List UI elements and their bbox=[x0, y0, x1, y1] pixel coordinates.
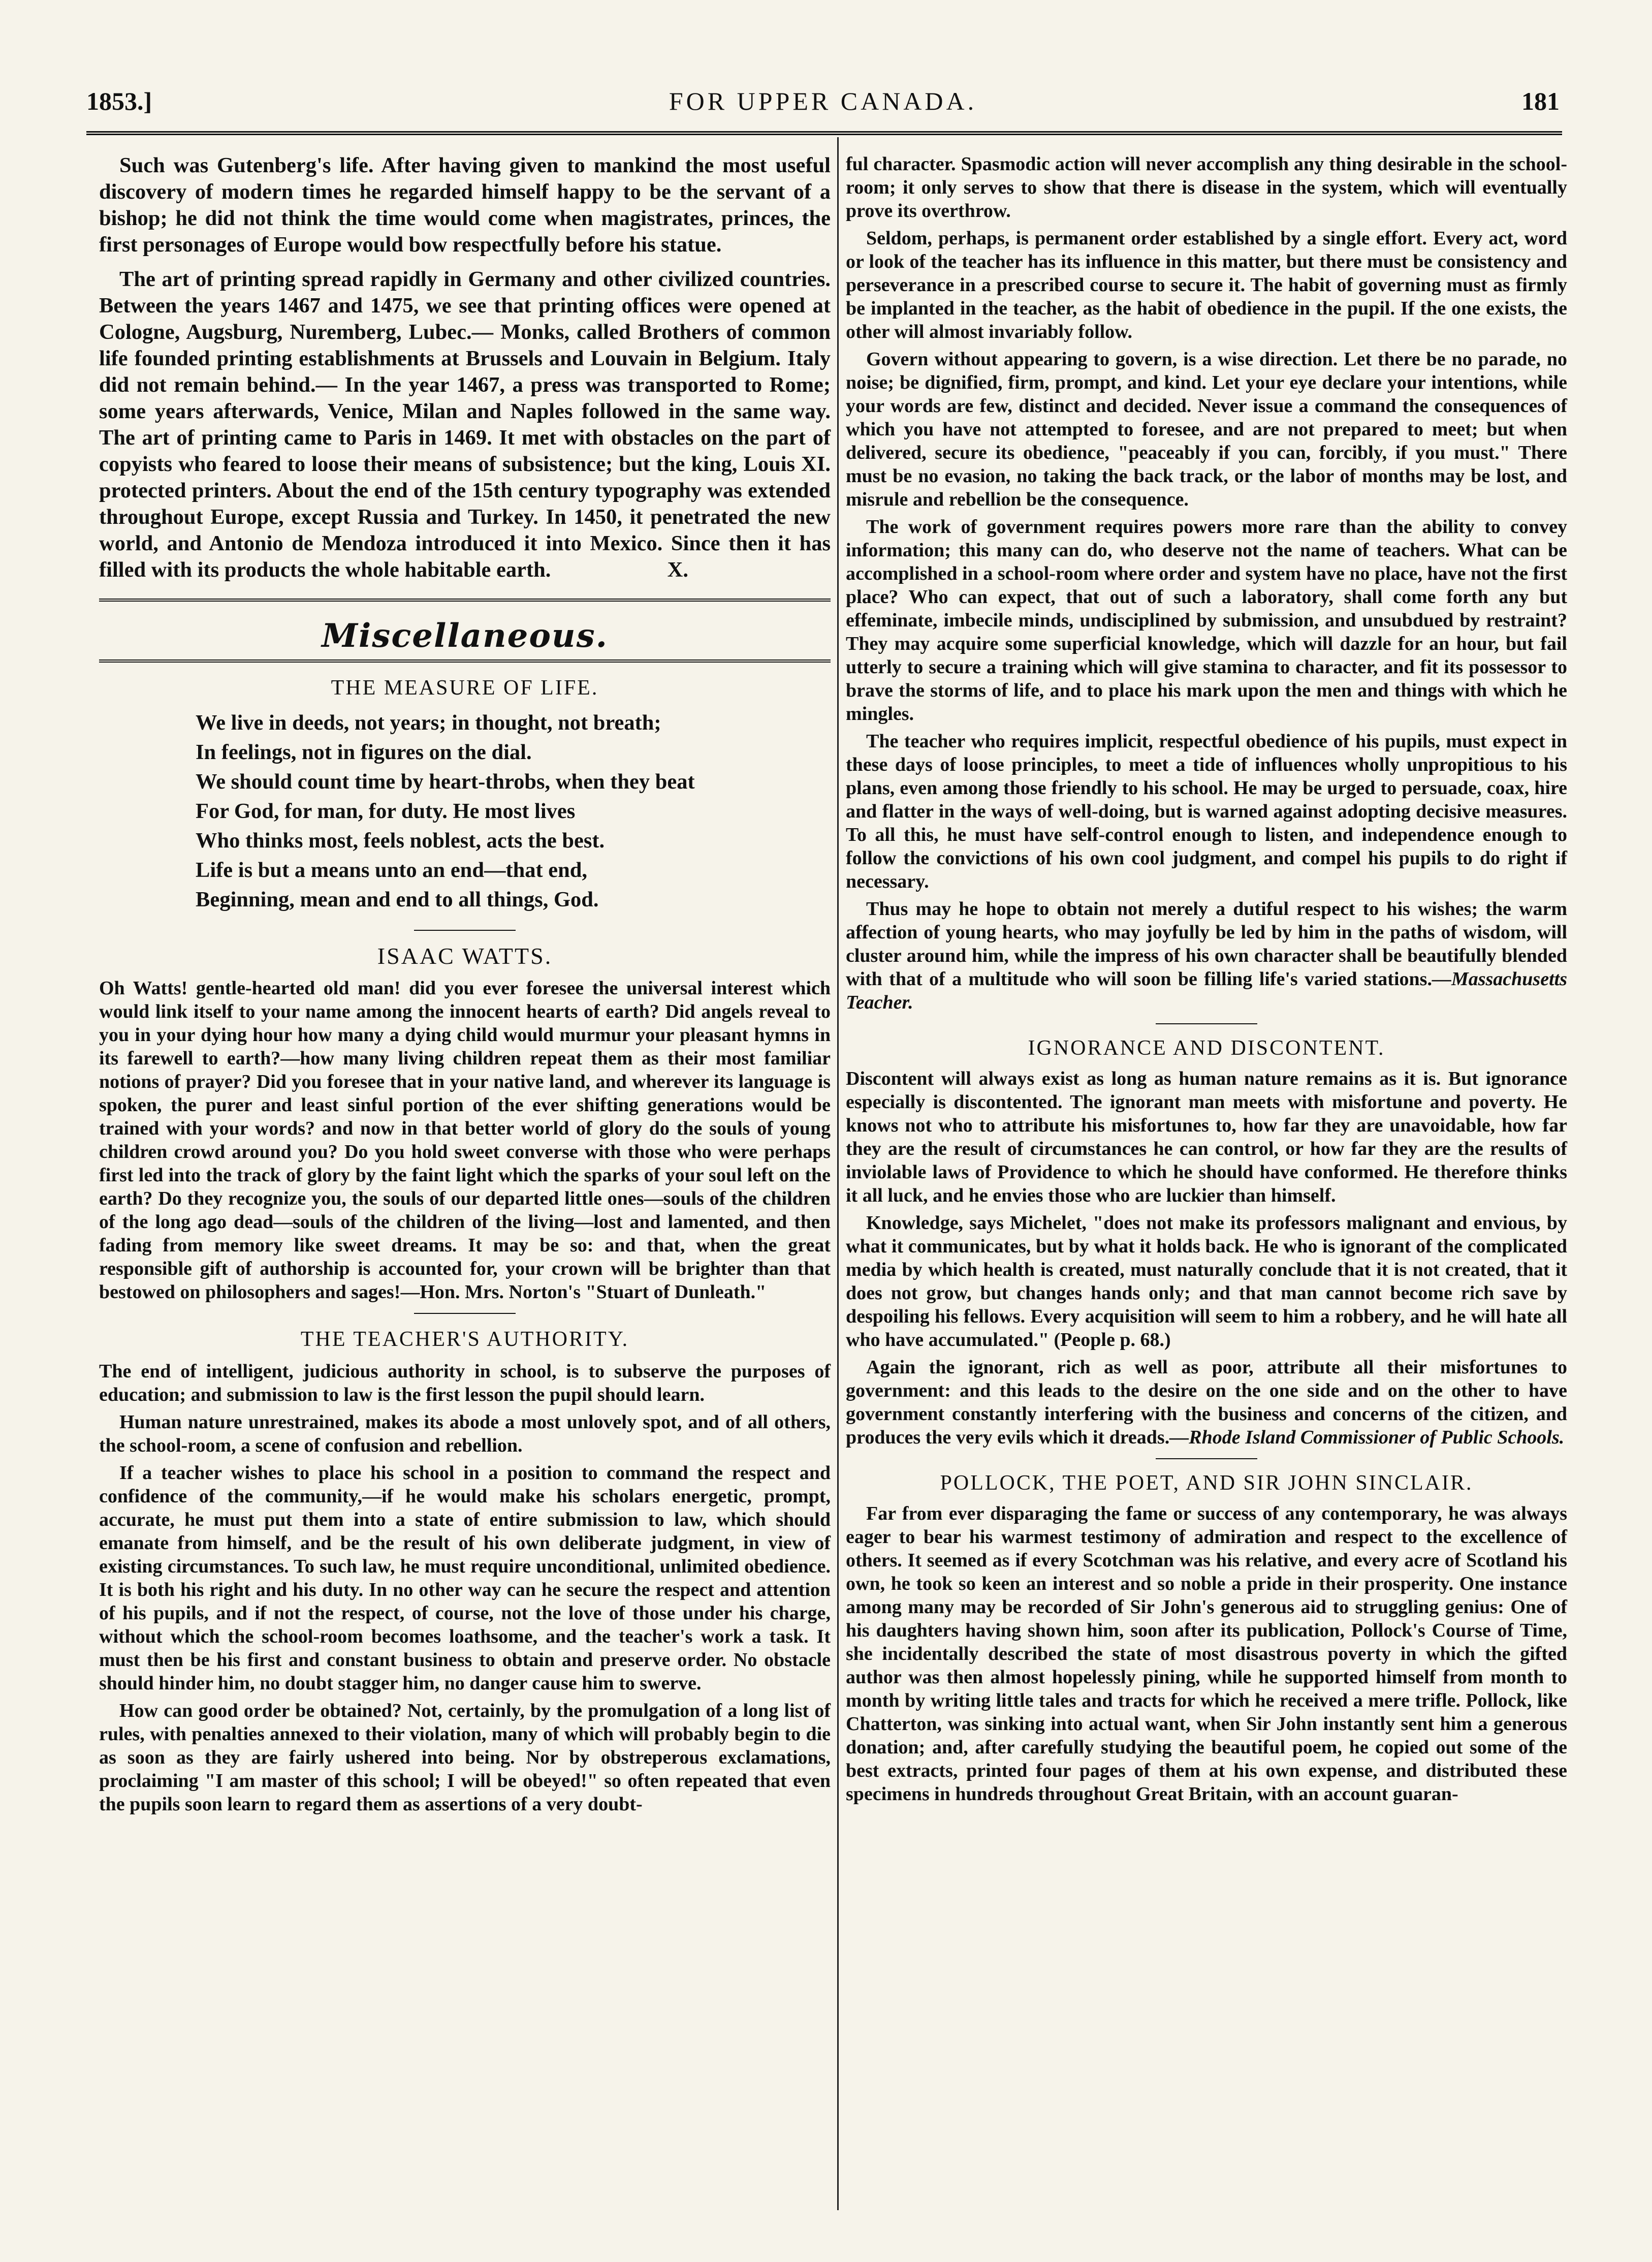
poem-line: In feelings, not in figures on the dial. bbox=[196, 740, 532, 764]
paragraph: ful character. Spasmodic action will never accomplish any thing desirable in the school-room; it only serves to show that there is disease in the system, which will eventually prove its overthrow. bbox=[846, 153, 1567, 222]
divider bbox=[1156, 1023, 1257, 1024]
section-rule bbox=[99, 599, 831, 602]
source-credit: —Rhode Island Commissioner of Public Schools. bbox=[1169, 1427, 1565, 1448]
divider bbox=[1156, 1458, 1257, 1459]
source-credit: —Massachusetts Teacher. bbox=[846, 968, 1567, 1013]
paragraph: Such was Gutenberg's life. After having given to mankind the most useful discovery of modern times he regarded himself happy to be the servant of a bishop; he did not think the time would come when magistrates, princes, the first personages of Europe would bow respectfully before his statue. bbox=[99, 153, 831, 257]
paragraph: Seldom, perhaps, is permanent order established by a single effort. Every act, word or look of the teacher has its influence in this matter, but there must be consistency and perseverance in a prescribed course to secure it. The habit of governing must as firmly be implanted in the teacher, as the habit of obedience in the pupil. If the one exists, the other will almost invariably follow. bbox=[846, 228, 1567, 342]
article-title: ISAAC WATTS. bbox=[377, 943, 553, 969]
paragraph-text: The art of printing spread rapidly in Germany and other civilized countries. Between the years 1467 and 1475, we see that printing offices were opened at Cologne, Augsburg, Nuremberg, Lubec.— Monks, called Brothers of common life founded printing establishments at Brussels and Louvain in Belgium. Italy did not remain behind.— In the year 1467, a press was transported to Rome; some years afterwards, Venice, Milan and Naples followed in the same way. The art of printing came to Paris in 1469. It met with obstacles on the part of copyists who feared to loose their means of subsistence; but the king, Louis XI. protected printers. About the end of the 15th century typography was extended throughout Europe, except Russia and Turkey. In 1450, it penetrated the new world, and Antonio de Mendoza introduced it into Mexico. Since then it has filled with its products the whole habitable earth. bbox=[99, 267, 831, 582]
miscellaneous-heading: Miscellaneous. bbox=[322, 617, 608, 655]
page-header bbox=[86, 86, 1560, 132]
article-title: THE TEACHER'S AUTHORITY. bbox=[300, 1328, 629, 1351]
paragraph: How can good order be obtained? Not, certainly, by the promulgation of a long list of rules, with penalties annexed to their violation, many of which will probably begin to die as soon as they are fairly ushered into being. Nor by obstreperous exclamations, proclaiming "I am master of this school; I will be obeyed!" so often repeated that even the pupils soon learn to regard them as assertions of a very doubt- bbox=[99, 1700, 831, 1815]
paragraph: If a teacher wishes to place his school in a position to command the respect and confidence of the community,—if he would make his scholars energetic, prompt, accurate, he must put them into a state of entire submission to law, which should emanate from himself, and be the result of his own deliberate judgment, in view of existing circumstances. To such law, he must require unconditional, unlimited obedience. It is both his right and his duty. In no other way can he secure the respect and attention of his pupils, and if not the respect, of course, not the love of those under his charge, without which the school-room becomes loathsome, and the teacher's work a task. It must then be his first and constant business to obtain and preserve order. No obstacle should hinder him, no doubt stagger him, no danger cause him to swerve. bbox=[99, 1462, 831, 1694]
article-title: POLLOCK, THE POET, AND SIR JOHN SINCLAIR. bbox=[940, 1471, 1473, 1495]
watts-article bbox=[99, 977, 831, 1304]
divider bbox=[414, 930, 516, 931]
poem-title: THE MEASURE OF LIFE. bbox=[331, 676, 599, 700]
poem-line: We live in deeds, not years; in thought, not breath; bbox=[196, 711, 661, 735]
paragraph: Far from ever disparaging the fame or success of any contemporary, he was always eager to bear his warmest testimony of admiration and respect to the excellence of others. It seemed as if every Scotchman was his relative, and every acre of Scotland his own, he took so keen an interest and so noble a pride in their prosperity. One instance among many may be recorded of Sir John's generous aid to struggling genius: One of his daughters having shown him, soon after its publication, Pollock's Course of Time, she incidentally described the state of most disastrous poverty in which the gifted author was then almost hopelessly pining, while he supported himself from month to month by writing little tales and tracts for which he received a mere trifle. Pollock, like Chatterton, was sinking into actual want, when Sir John instantly sent him a generous donation; and, after carefully studying the beautiful poem, he copied out some of the best extracts, printed four pages of them at his own expense, and distributed these specimens in hundreds throughout Great Britain, with an account guaran- bbox=[846, 1503, 1567, 1805]
paragraph-text: Again the ignorant, rich as well as poor, attribute all their misfortunes to government: and this leads to the desire on the one side and on the other to have government constantly interfering with the business and concerns of the citizen, and produces the very evils which it dreads. bbox=[846, 1357, 1567, 1448]
paragraph bbox=[846, 897, 1567, 1014]
header-rule bbox=[86, 131, 1562, 135]
paragraph: Knowledge, says Michelet, "does not make its professors malignant and envious, by what it communicates, but by what it holds back. He who is ignorant of the complicated media by which health is created, must naturally conclude that it is not created, that it does not grow, but changes hands only; and that man cannot become rich save by despoiling his fellows. Every acquisition will seem to him a robbery, and he will hate all who have accumulated." (People p. 68.) bbox=[846, 1212, 1567, 1350]
paragraph: Govern without appearing to govern, is a wise direction. Let there be no parade, no noise; be dignified, firm, prompt, and kind. Let your eye declare your intentions, while your words are few, distinct and decided. Never issue a command the consequences of which you have not attempted to foresee, and are not prepared to meet; but when delivered, secure its obedience, "peaceably if you can, forcibly, if you must." There must be no evasion, no taking the back track, or the labor of months may be lost, and misrule and rebellion be the consequence. bbox=[846, 349, 1567, 510]
paragraph: The end of intelligent, judicious authority in school, is to subserve the purposes of education; and submission to law is the first lesson the pupil should learn. bbox=[99, 1361, 831, 1405]
paragraph: Human nature unrestrained, makes its abode a most unlovely spot, and of all others, the school-room, a scene of confusion and rebellion. bbox=[99, 1411, 831, 1456]
paragraph bbox=[846, 1356, 1567, 1449]
section-rule bbox=[99, 659, 831, 663]
poem bbox=[196, 708, 831, 915]
paragraph bbox=[99, 266, 831, 583]
poem-line: Who thinks most, feels noblest, acts the best. bbox=[196, 829, 605, 853]
teacher-article bbox=[99, 1360, 831, 1816]
divider bbox=[414, 1313, 516, 1314]
article-title: IGNORANCE AND DISCONTENT. bbox=[1028, 1036, 1385, 1060]
paragraph: The work of government requires powers more rare than the ability to convey information; this many can do, who deserve not the name of teachers. What can be accomplished in a school-room where order and system have no place, have not the first place? Who can expect, that out of such a laboratory, shall come forth any but effeminate, imbecile minds, undisciplined by submission, and unsubdued by restraint? They may acquire some superficial knowledge, which will dazzle for an hour, but fail utterly to secure a training which will give stamina to character, and fit its possessor to brave the storms of life, and to place his mark upon the men and things with which he mingles. bbox=[846, 516, 1567, 725]
gutenberg-article bbox=[99, 152, 831, 583]
header-year: 1853.] bbox=[86, 87, 152, 115]
paragraph: Oh Watts! gentle-hearted old man! did you ever foresee the universal interest which would link itself to your name among the innocent hearts of earth? Did angels reveal to you in your dying hour how many a dying child would murmur your pleasant hymns in its farewell to earth?—how many living children repeat them as their most familiar notions of prayer? Did you foresee that in your native land, and wherever its language is spoken, the purer and least sinful portion of the ever shifting generations would be trained with your words? and now in that better world of glory do the souls of young children crowd around you? Do you hold sweet converse with those who were perhaps first led into the track of glory by the faint light which the sparks of your soul left on the earth? Do they recognize you, the souls of our departed little ones—souls of the children of the long ago dead—souls of the children of the living—lost and lamented, and then fading from memory like sweet dreams. It may be so: and that, when the great responsible gift of authorship is accounted for, your crown will be brighter than that bestowed on philosophers and sages!—Hon. Mrs. Norton's "Stuart of Dunleath." bbox=[99, 978, 831, 1303]
poem-line: We should count time by heart-throbs, when they beat bbox=[196, 770, 695, 794]
paragraph-text: Thus may he hope to obtain not merely a dutiful respect to his wishes; the warm affection of young hearts, who may joyfully be led by him in the paths of wisdom, will cluster around him, while the impress of his own character shall be beautifully blended with that of a multitude who will soon be filling life's varied stations. bbox=[846, 898, 1567, 990]
poem-line: For God, for man, for duty. He most lives bbox=[196, 799, 576, 823]
paragraph: Discontent will always exist as long as human nature remains as it is. But ignorance especially is discontented. The ignorant man meets with misfortune and poverty. He knows not who to attribute his misfortunes to, how far they are unavoidable, how far they are the result of circumstances he can control, or how far they are the results of inviolable laws of Providence to which he should have conformed. He therefore thinks it all luck, and he envies those who are luckier than himself. bbox=[846, 1068, 1567, 1206]
running-title: FOR UPPER CANADA. bbox=[669, 87, 977, 115]
paragraph: The teacher who requires implicit, respectful obedience of his pupils, must expect in these days of loose principles, to meet a tide of influences wholly unpropitious to his plans, even among those friendly to his school. He may be urged to persuade, coax, hire and flatter in the ways of well-doing, but is warned against adopting decisive measures. To all this, he must have self-control enough to listen, and independence enough to follow the convictions of his own cool judgment, and compel his pupils to do right if necessary. bbox=[846, 731, 1567, 892]
column-divider bbox=[837, 137, 839, 2210]
page-number: 181 bbox=[1521, 87, 1560, 115]
author-signature: X. bbox=[667, 558, 688, 582]
poem-line: Life is but a means unto an end—that end, bbox=[196, 858, 588, 882]
right-column bbox=[846, 152, 1567, 1810]
left-column bbox=[99, 152, 831, 1820]
poem-line: Beginning, mean and end to all things, God. bbox=[196, 888, 599, 912]
